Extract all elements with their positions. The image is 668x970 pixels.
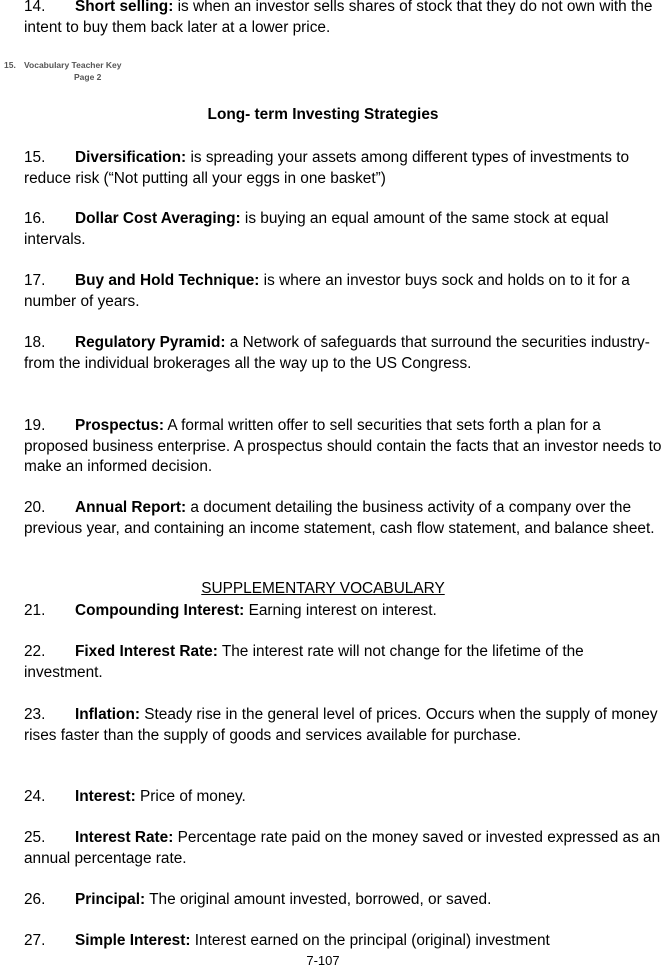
entry-definition: is spreading your assets among different types of investments to reduce risk (“Not putting all your eggs in one basket”) xyxy=(24,149,630,187)
entry-term: Compounding Interest: xyxy=(75,602,245,619)
entry-number: 15. xyxy=(24,149,46,166)
vocab-entry-25 xyxy=(24,828,666,869)
vocab-entry-26 xyxy=(24,890,666,911)
entry-number: 21. xyxy=(24,602,46,619)
entry-term: Interest Rate: xyxy=(75,829,174,846)
entry-term: Simple Interest: xyxy=(75,932,191,949)
entry-definition: a document detailing the business activity of a company over the previous year, and containing an income statement, cash flow statement, and balance sheet. xyxy=(24,499,655,537)
header-page-label: Page 2 xyxy=(74,72,102,82)
vocab-entry-18 xyxy=(24,333,666,374)
entry-number: 14. xyxy=(24,0,46,15)
entry-number: 20. xyxy=(24,499,46,516)
vocab-entry-21 xyxy=(24,601,666,622)
vocab-entry-22 xyxy=(24,642,666,683)
entry-definition: Price of money. xyxy=(135,788,246,805)
vocab-entry-19 xyxy=(24,416,666,478)
entry-term: Inflation: xyxy=(75,706,140,723)
vocab-entry-27 xyxy=(24,931,666,952)
entry-number: 23. xyxy=(24,706,46,723)
entry-definition: Earning interest on interest. xyxy=(244,602,437,619)
entry-definition: Steady rise in the general level of prices. Occurs when the supply of money rises faster than the supply of goods and services available for purchase. xyxy=(24,706,658,744)
entry-term: Short selling: xyxy=(75,0,174,15)
entry-definition: A formal written offer to sell securities that sets forth a plan for a proposed business enterprise. A prospectus should contain the facts that an investor needs to make an informed decision. xyxy=(24,417,662,476)
header-doc-title: Vocabulary Teacher Key xyxy=(24,60,122,70)
vocab-entry-15 xyxy=(24,148,666,189)
entry-number: 27. xyxy=(24,932,46,949)
vocab-entry-24 xyxy=(24,787,666,808)
entry-definition: a Network of safeguards that surround the securities industry- from the individual brokerages all the way up to the US Congress. xyxy=(24,334,650,372)
header-item-number: 15. xyxy=(4,60,16,70)
entry-number: 26. xyxy=(24,891,46,908)
vocab-entry-20 xyxy=(24,498,666,539)
vocab-entry-17 xyxy=(24,271,666,312)
entry-definition: is where an investor buys sock and holds on to it for a number of years. xyxy=(24,272,630,310)
entry-number: 16. xyxy=(24,210,46,227)
entry-term: Regulatory Pyramid: xyxy=(75,334,226,351)
section-title: Long- term Investing Strategies xyxy=(207,106,439,123)
entry-number: 18. xyxy=(24,334,46,351)
supplementary-title: SUPPLEMENTARY VOCABULARY xyxy=(201,580,445,597)
vocab-entry-16 xyxy=(24,209,666,250)
page-number: 7-107 xyxy=(306,953,340,968)
entry-definition: The interest rate will not change for the lifetime of the investment. xyxy=(24,643,584,681)
entry-term: Dollar Cost Averaging: xyxy=(75,210,241,227)
entry-definition: is buying an equal amount of the same stock at equal intervals. xyxy=(24,210,609,248)
entry-number: 17. xyxy=(24,272,46,289)
entry-term: Annual Report: xyxy=(75,499,187,516)
entry-definition: is when an investor sells shares of stock that they do not own with the intent to buy them back later at a lower price. xyxy=(24,0,653,36)
entry-term: Principal: xyxy=(75,891,146,908)
vocab-entry-23 xyxy=(24,705,666,746)
entry-definition: Percentage rate paid on the money saved or invested expressed as an annual percentage rate. xyxy=(24,829,661,867)
entry-term: Fixed Interest Rate: xyxy=(75,643,218,660)
entry-term: Prospectus: xyxy=(75,417,164,434)
entry-definition: The original amount invested, borrowed, or saved. xyxy=(145,891,492,908)
entry-number: 22. xyxy=(24,643,46,660)
entry-number: 25. xyxy=(24,829,46,846)
entry-term: Buy and Hold Technique: xyxy=(75,272,260,289)
vocab-entry-14 xyxy=(24,0,666,38)
entry-number: 19. xyxy=(24,417,46,434)
entry-number: 24. xyxy=(24,788,46,805)
entry-term: Interest: xyxy=(75,788,136,805)
entry-term: Diversification: xyxy=(75,149,187,166)
entry-definition: Interest earned on the principal (original) investment xyxy=(190,932,550,949)
